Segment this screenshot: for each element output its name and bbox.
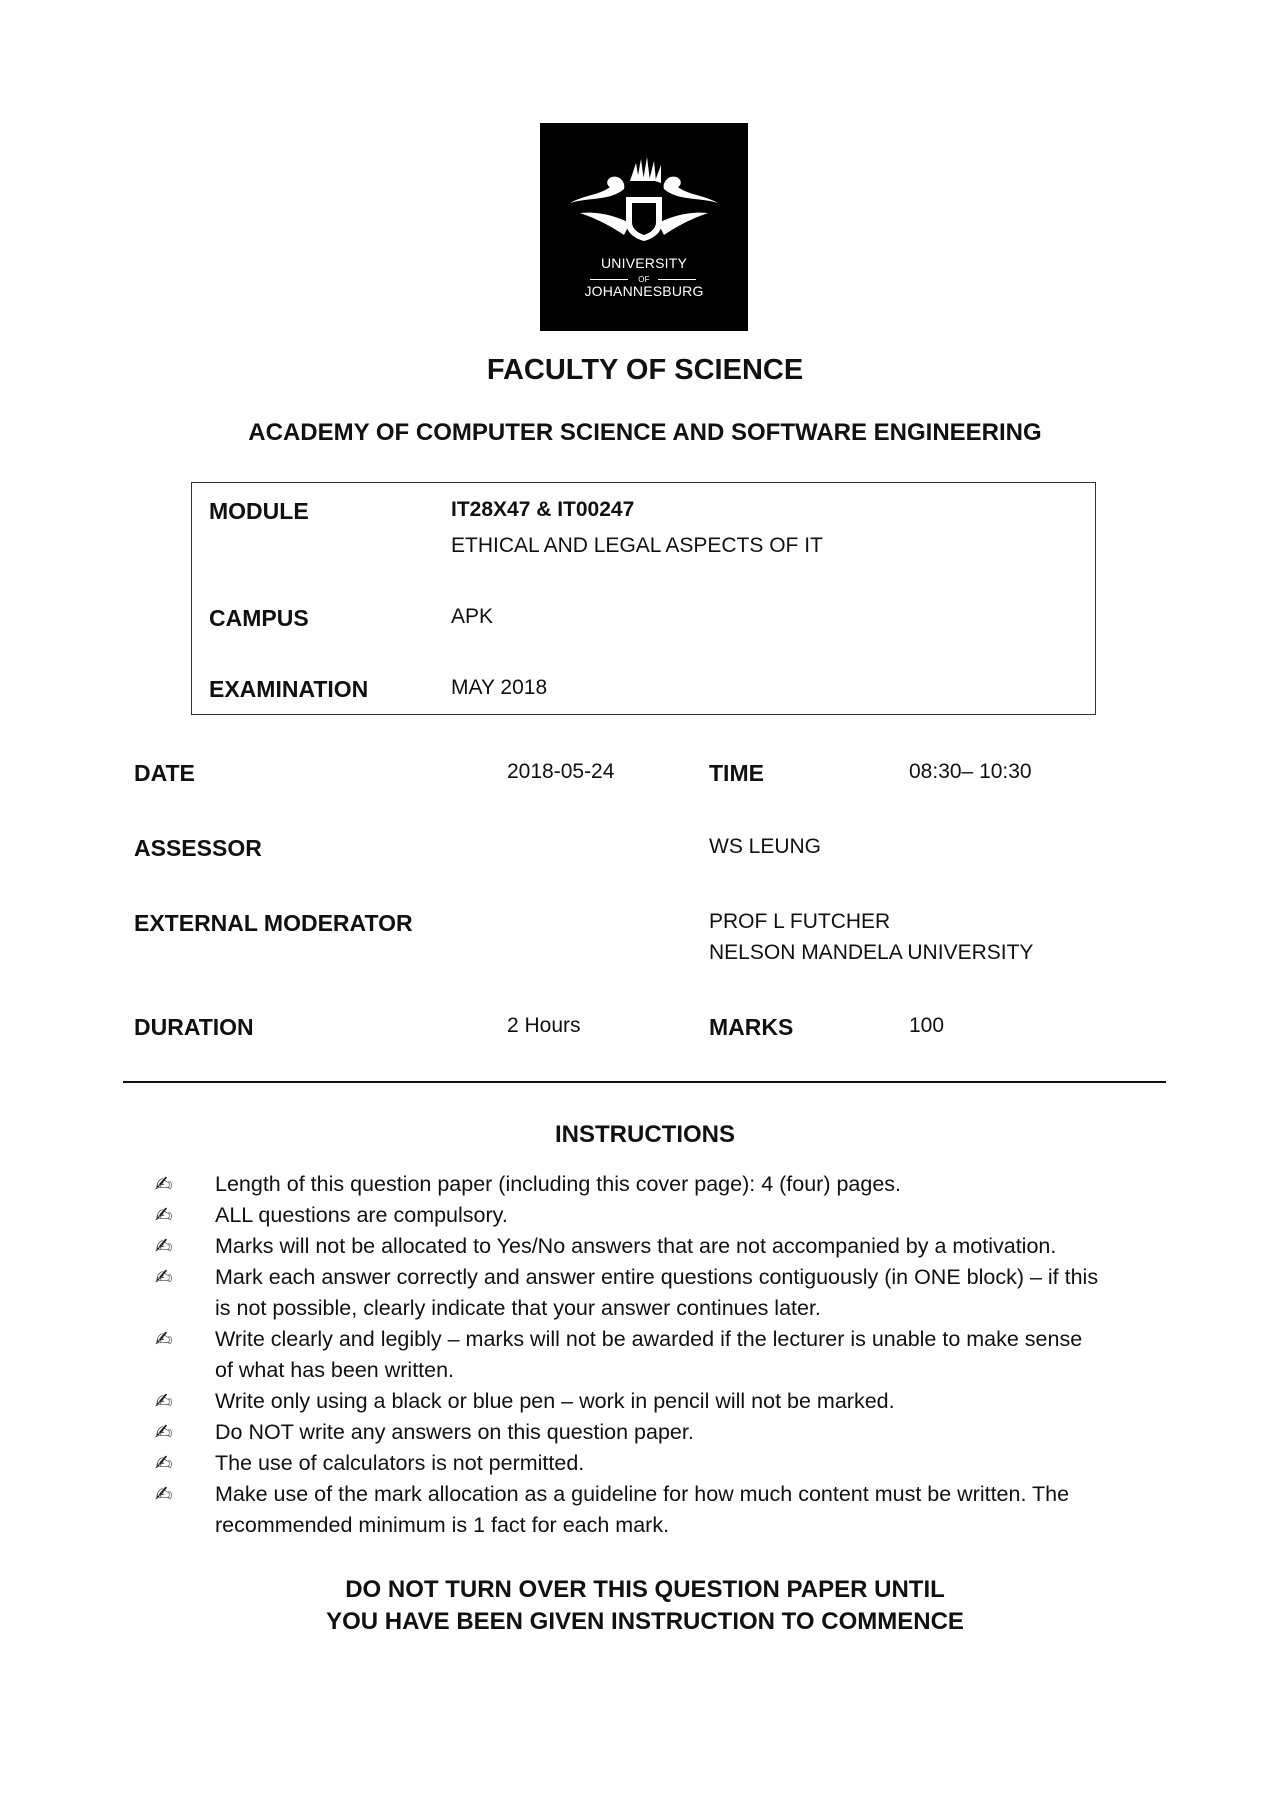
date-value: 2018-05-24: [507, 760, 615, 783]
instruction-text: The use of calculators is not permitted.: [215, 1451, 585, 1475]
assessor-value: WS LEUNG: [709, 835, 822, 858]
commence-warning-line-1: [0, 1574, 1280, 1606]
instruction-item: [155, 1386, 1105, 1417]
logo-line-university: UNIVERSITY: [600, 255, 687, 271]
instruction-item: [155, 1324, 1105, 1386]
instruction-item: [155, 1231, 1105, 1262]
instruction-text: Marks will not be allocated to Yes/No answers that are not accompanied by a motivation.: [215, 1234, 1057, 1258]
instruction-text: Length of this question paper (including this cover page): 4 (four) pages.: [215, 1172, 902, 1196]
instructions-heading: INSTRUCTIONS: [555, 1121, 735, 1148]
instruction-text: ALL questions are compulsory.: [215, 1203, 508, 1227]
instruction-item: [155, 1479, 1105, 1541]
instructions-list: [155, 1169, 1105, 1541]
writing-hand-icon: ✍: [155, 1483, 173, 1506]
instruction-text: Write clearly and legibly – marks will not be awarded if the lecturer is unable to make sense of what has been written.: [215, 1327, 1083, 1382]
examination-value: MAY 2018: [451, 676, 548, 699]
writing-hand-icon: ✍: [155, 1173, 173, 1196]
commence-warning-line-2: YOU HAVE BEEN GIVEN INSTRUCTION TO COMMENCE: [326, 1608, 964, 1635]
academy-heading: ACADEMY OF COMPUTER SCIENCE AND SOFTWARE ENGINEERING: [248, 419, 1042, 446]
writing-hand-icon: ✍: [155, 1204, 173, 1227]
logo-line-of: OF: [638, 275, 650, 284]
examination-label: EXAMINATION: [209, 676, 369, 702]
instruction-text: Write only using a black or blue pen – work in pencil will not be marked.: [215, 1389, 895, 1413]
instruction-text: Mark each answer correctly and answer entire questions contiguously (in ONE block) – if this is not possible, clearly indicate that your answer continues later.: [215, 1265, 1099, 1320]
marks-value: 100: [909, 1014, 945, 1037]
instruction-item: [155, 1448, 1105, 1479]
commence-warning-line-1-rest: TURN OVER THIS QUESTION PAPER UNTIL: [438, 1576, 945, 1603]
writing-hand-icon: ✍: [155, 1235, 173, 1258]
commence-warning: [0, 1574, 1280, 1638]
writing-hand-icon: ✍: [155, 1452, 173, 1475]
external-moderator-name: PROF L FUTCHER: [709, 910, 891, 933]
duration-value: 2 Hours: [507, 1014, 581, 1037]
external-moderator-organisation: NELSON MANDELA UNIVERSITY: [709, 941, 1034, 964]
external-moderator-label: EXTERNAL MODERATOR: [134, 910, 413, 936]
university-logo: [540, 123, 748, 331]
module-code: IT28X47 & IT00247: [451, 498, 635, 521]
faculty-heading: FACULTY OF SCIENCE: [486, 354, 804, 386]
date-label: DATE: [134, 760, 195, 786]
module-name: ETHICAL AND LEGAL ASPECTS OF IT: [451, 534, 823, 557]
duration-label: DURATION: [134, 1014, 254, 1040]
campus-value: APK: [451, 605, 494, 628]
assessor-label: ASSESSOR: [134, 835, 262, 861]
time-value: 08:30– 10:30: [909, 760, 1032, 783]
do-not-emphasis: DO NOT: [345, 1576, 439, 1603]
writing-hand-icon: ✍: [155, 1328, 173, 1351]
instruction-item: [155, 1200, 1105, 1231]
section-divider: [123, 1081, 1166, 1083]
writing-hand-icon: ✍: [155, 1390, 173, 1413]
instruction-item: [155, 1262, 1105, 1324]
instruction-item: [155, 1417, 1105, 1448]
writing-hand-icon: ✍: [155, 1421, 173, 1444]
logo-line-johannesburg: JOHANNESBURG: [584, 283, 704, 299]
writing-hand-icon: ✍: [155, 1266, 173, 1289]
crest-icon: [540, 123, 748, 331]
marks-label: MARKS: [709, 1014, 794, 1040]
instruction-text: Do NOT write any answers on this question paper.: [215, 1420, 694, 1444]
module-label: MODULE: [209, 498, 309, 524]
instruction-text: Make use of the mark allocation as a guideline for how much content must be written. The recommended minimum is 1 fact for each mark.: [215, 1482, 1070, 1537]
campus-label: CAMPUS: [209, 605, 309, 631]
instruction-item: [155, 1169, 1105, 1200]
logo-divider-right: [658, 279, 696, 280]
time-label: TIME: [709, 760, 764, 786]
